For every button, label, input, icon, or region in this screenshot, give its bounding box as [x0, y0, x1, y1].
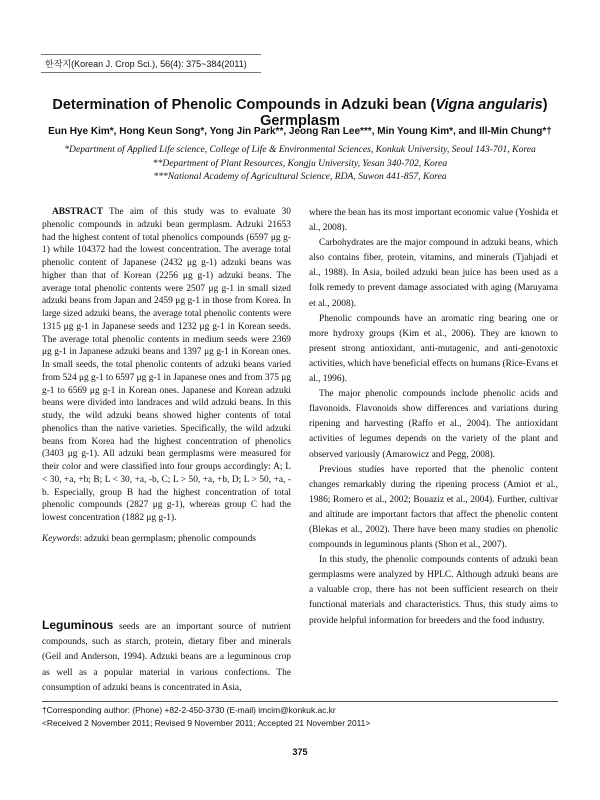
body-paragraph: The major phenolic compounds include phenolic acids and flavonoids. Flavonoids show differences and variations during ripening and harvesting (Raffo et al., 2004). The antioxidant activities of legumes depends on the variety of the plant and observed variously (Amarowicz and Pegg, 2008).	[309, 389, 558, 460]
paper-title	[20, 97, 580, 129]
intro-paragraph	[42, 618, 291, 696]
abstract-section	[42, 206, 291, 546]
body-paragraph: where the bean has its most important economic value (Yoshida et al., 2008).	[309, 208, 558, 234]
corresponding-author: †Corresponding author: (Phone) +82-2-450-3730 (E-mail) imcim@konkuk.ac.kr	[42, 705, 336, 715]
body-paragraph: In this study, the phenolic compounds contents of adzuki bean germplasms were analyzed by HPLC. Although adzuki beans are a valuable crop, there has not been sufficient research on their functional materials and characteristics. Thus, this study aims to provide helpful information for breeders and the food industry.	[309, 555, 558, 626]
intro-text: seeds are an important source of nutrient compounds, such as starch, protein, dietary fiber and minerals (Geil and Anderson, 1994). Adzuki beans are a leguminous crop as well as a popular material in various confections. The consumption of adzuki beans is concentrated in Asia,	[42, 622, 291, 693]
affiliations	[40, 143, 560, 184]
keywords-text: : adzuki bean germplasm; phenolic compounds	[79, 533, 256, 544]
abstract-text: The aim of this study was to evaluate 30 phenolic compounds in adzuki bean germplasm. Adzuki 21653 had the highest content of total phenolics compounds (6597 μg g-1) while 104372 had the lowest concentration. The average total phenolic content of Japanese (2432 μg g-1) adzuki beans was higher than that of Korean (2256 μg g-1) adzuki beans. The average total phenolic contents were 2507 μg g-1 in small sized adzuki beans from Japan and 2459 μg g-1 in those from Korea. In large sized adzuki beans, the average total phenolic contents were 1315 μg g-1 in Japanese seeds and 1232 μg g-1 in Korean seeds. The average total phenolic contents in medium seeds were 2369 μg g-1 in Japanese adzuki beans and 1397 μg g-1 in Korean ones. In small seeds, the total phenolic contents of adzuki beans varied from 524 μg g-1 to 6597 μg g-1 in Japanese ones and from 375 μg g-1 to 6569 μg g-1 in Korean ones. Japanese and Korean adzuki beans were divided into landraces and wild adzuki beans. In this study, the wild adzuki beans showed higher contents of total phenolics than the native varieties. Specifically, the wild adzuki beans from Korea had the highest concentration of phenolics (3403 μg g-1). All adzuki bean germplasms were measured for their color and were classified into four groups accordingly: A; L < 30, +a, +b; B; L < 30, +a, -b, C; L > 50, +a, +b, D; L > 50, +a, -b. Especially, group B had the highest concentration of total phenolic compounds (2827 μg g-1), whereas group C had the lowest concentration (1882 μg g-1).	[42, 207, 291, 523]
footnote-divider	[42, 701, 558, 702]
intro-lead-word: Leguminous	[42, 618, 114, 632]
right-column	[309, 206, 558, 629]
footnotes	[42, 704, 562, 730]
journal-header: 한작지(Korean J. Crop Sci.), 56(4): 375~384(2011)	[41, 54, 261, 73]
keywords	[42, 533, 291, 546]
page-number: 375	[292, 747, 308, 757]
abstract-paragraph	[42, 206, 291, 525]
affiliation-3: ***National Academy of Agricultural Science, RDA, Suwon 441-857, Korea	[153, 171, 447, 182]
title-suffix: ) Germplasm	[260, 97, 548, 129]
title-prefix: Determination of Phenolic Compounds in Adzuki bean (	[52, 97, 436, 113]
affiliation-2: **Department of Plant Resources, Kongju University, Yesan 340-702, Korea	[152, 157, 448, 169]
affiliation-1: *Department of Applied Life science, College of Life & Environmental Sciences, Konkuk University, Seoul 143-701, Korea	[64, 144, 536, 155]
abstract-label: ABSTRACT	[52, 207, 104, 217]
introduction-start	[42, 618, 291, 696]
body-paragraph: Previous studies have reported that the phenolic content changes remarkably during the ripening process (Amiot et al., 1986; Romero et al., 2002; Bouaziz et al., 2004). Further, cultivar and altitude are important factors that affect the phenolic content (Blekas et al., 2002). There have been many studies on phenolic compounds in leguminous plants (Shon et al., 2007).	[309, 464, 558, 551]
title-species: Vigna angularis	[435, 97, 543, 113]
received-dates: <Received 2 November 2011; Revised 9 November 2011; Accepted 21 November 2011>	[42, 718, 371, 728]
body-paragraph: Phenolic compounds have an aromatic ring bearing one or more hydroxy groups (Kim et al., 2006). They are known to present strong antioxidant, anti-mutagenic, and anti-genotoxic activities, which have beneficial effects on humans (Rice-Evans et al., 1996).	[309, 313, 558, 385]
author-list: Eun Hye Kim*, Hong Keun Song*, Yong Jin Park**, Jeong Ran Lee***, Min Young Kim*, and Ill-Min Chung*†	[48, 126, 552, 137]
body-paragraph: Carbohydrates are the major compound in adzuki beans, which also contains fiber, protein, vitamins, and minerals (Tjahjadi et al., 1988). In Asia, boiled adzuki bean juice has been used as a folk remedy to prevent damage associated with aging (Maruyama et al., 2008).	[309, 238, 558, 309]
keywords-label: Keywords	[42, 533, 80, 544]
